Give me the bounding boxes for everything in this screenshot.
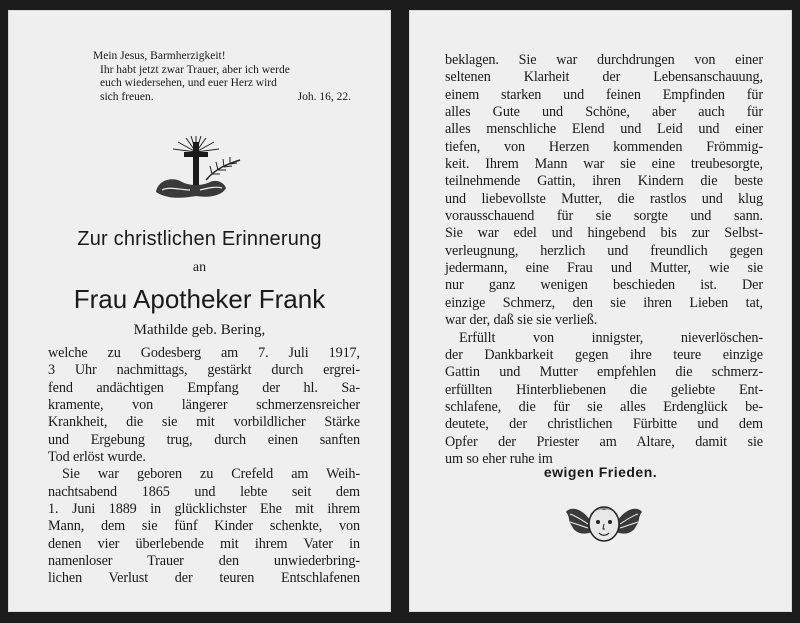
- verse-line-1: Mein Jesus, Barmherzigkeit!: [93, 50, 226, 62]
- memorial-heading: Zur christlichen Erinnerung: [77, 228, 322, 250]
- verse-reference: Joh. 16, 22.: [297, 90, 351, 103]
- text-line: alles Gute und Schöne, aber auch für: [445, 104, 763, 121]
- text-line: einzige Schmerz, den sie ihren Lieben tat,: [445, 294, 763, 311]
- maiden-name: Mathilde geb. Bering,: [133, 322, 266, 338]
- text-line: und liebevollste Mutter, die rastlos und klug: [445, 190, 763, 207]
- text-line: Opfer der Priester am Altare, damit sie: [445, 433, 763, 450]
- text-line: schlafene, die für sie alles Erdenglück be-: [445, 398, 763, 415]
- deceased-name: Frau Apotheker Frank: [73, 284, 326, 314]
- text-line: 1. Juni 1889 in glücklichster Ehe mit ihrem: [48, 501, 360, 518]
- left-body-text: [48, 345, 360, 588]
- right-page: [409, 10, 792, 612]
- text-line: namenloser Trauer den unwiederbring-: [48, 553, 360, 570]
- text-line: Erfüllt von innigster, nieverlöschen-: [459, 329, 763, 346]
- right-body-text: [445, 52, 763, 468]
- verse-line-3: euch wiedersehen, und euer Herz wird: [100, 77, 277, 89]
- text-line: denen vier überlebende mit ihrem Vater in: [48, 535, 360, 552]
- winged-cherub-icon: [564, 494, 644, 550]
- text-line: keit. Ihrem Mann war sie eine treubesorgte,: [445, 156, 763, 173]
- text-line: Mann, dem sie fünf Kinder schenkte, von: [48, 518, 360, 535]
- text-line: kramente, von längerer schmerzensreicher: [48, 397, 360, 414]
- verse-line-4: [83, 91, 373, 105]
- text-line: und Ergebung trug, durch einen sanften: [48, 431, 360, 448]
- dedication-word: an: [192, 260, 207, 275]
- text-line: tiefen, von Herzen kommenden Frömmig-: [445, 138, 763, 155]
- text-line: Gattin und Mutter empfehlen die schmerz-: [445, 364, 763, 381]
- text-line: erfüllten Hinterbliebenen die geliebte Ent-: [445, 381, 763, 398]
- text-line: war der, daß sie sie verließ.: [445, 312, 598, 329]
- text-line: alles menschliche Elend und Leid und einer: [445, 121, 763, 138]
- text-line: Sie war geboren zu Crefeld am Weih-: [62, 466, 360, 483]
- text-line: nur ganz wenigen beschieden ist. Der: [445, 277, 763, 294]
- verse-line-2: Ihr habt jetzt zwar Trauer, aber ich werde: [100, 63, 290, 76]
- text-line: einem starken und feinen Empfinden für: [445, 86, 763, 103]
- text-line: nachtsabend 1865 und lebte seit dem: [48, 483, 360, 500]
- text-line: vorausschauend für sie sorgte und sann.: [445, 208, 763, 225]
- text-line: um so eher ruhe im: [445, 450, 553, 467]
- verse-line-4-text: sich freuen.: [100, 90, 154, 103]
- text-line: Krankheit, die sie mit vorbildlicher Stärke: [48, 414, 360, 431]
- text-line: jedermann, eine Frau und Mutter, wie sie: [445, 260, 763, 277]
- text-line: Sie war edel und hingebend bis zur Selbst-: [445, 225, 763, 242]
- text-line: lichen Verlust der teuren Entschlafenen: [48, 570, 360, 587]
- text-line: teilnehmende Gattin, ihren Kindern die beste: [445, 173, 763, 190]
- text-line: seltenen Klarheit der Lebensanschauung,: [445, 69, 763, 86]
- bible-verse: [83, 50, 373, 104]
- closing-phrase: ewigen Frieden.: [543, 464, 658, 480]
- text-line: der Dankbarkeit gegen ihre teure einzige: [445, 346, 763, 363]
- text-line: welche zu Godesberg am 7. Juli 1917,: [48, 345, 360, 361]
- cross-with-rays-and-palm-icon: [146, 130, 246, 210]
- text-line: 3 Uhr nachmittags, gestärkt durch ergrei-: [48, 362, 360, 379]
- text-line: Tod erlöst wurde.: [48, 449, 146, 466]
- left-page: [8, 10, 391, 612]
- text-line: fend andächtigen Empfang der hl. Sa-: [48, 379, 360, 396]
- text-line: beklagen. Sie war durchdrungen von einer: [445, 52, 763, 68]
- text-line: verleugnung, herzlich und freundlich gegen: [445, 242, 763, 259]
- text-line: deutete, der christlichen Fürbitte und dem: [445, 416, 763, 433]
